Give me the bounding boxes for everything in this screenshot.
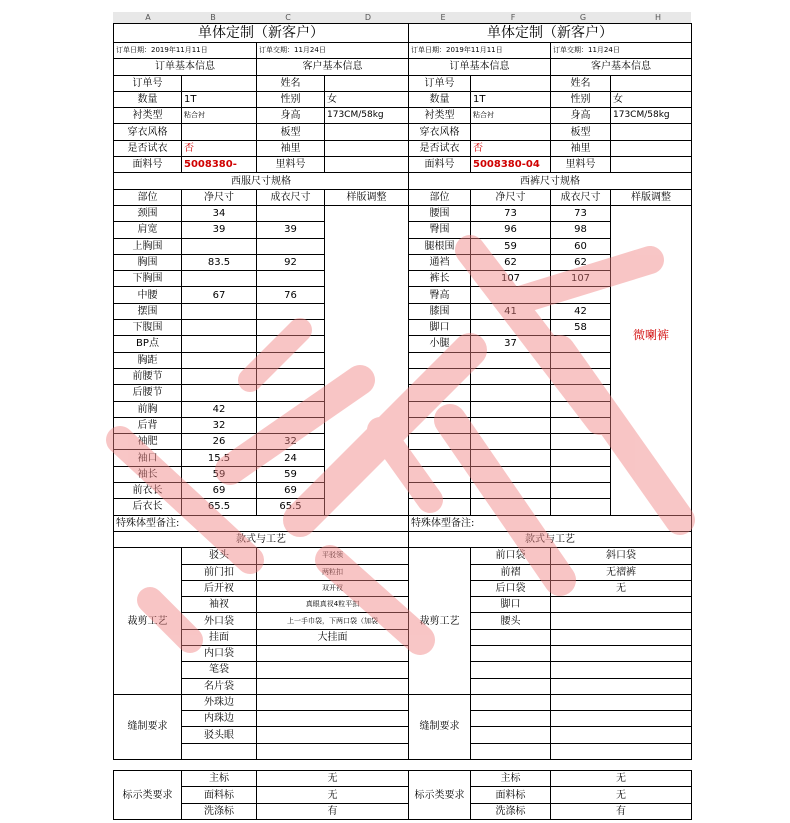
cell xyxy=(611,75,692,91)
empty-cell xyxy=(409,401,471,417)
craft-item: 洗涤标 xyxy=(471,803,551,819)
size-header: 净尺寸 xyxy=(182,189,257,205)
cell: 里料号 xyxy=(551,157,611,173)
net-size: 83.5 xyxy=(182,254,257,270)
craft-value: 有 xyxy=(551,803,692,819)
delivery-date: 订单交期：11月24日 xyxy=(551,43,692,59)
size-part: 摆围 xyxy=(114,303,182,319)
net-size: 41 xyxy=(471,303,551,319)
cell: 面料号 xyxy=(114,157,182,173)
empty-cell xyxy=(471,678,551,694)
cell xyxy=(471,75,551,91)
empty-cell xyxy=(471,385,551,401)
size-part: 通裆 xyxy=(409,254,471,270)
finished-size xyxy=(257,303,325,319)
net-size xyxy=(182,385,257,401)
cell: 是否试衣 xyxy=(409,140,471,156)
order-date: 订单日期：2019年11月11日 xyxy=(409,43,551,59)
craft-item: 内口袋 xyxy=(182,645,257,661)
craft-value: 大挂面 xyxy=(257,629,409,645)
finished-size xyxy=(257,336,325,352)
column-letter: G xyxy=(579,13,587,22)
pattern-note: 微喇裤 xyxy=(611,205,692,515)
cell: 173CM/58kg xyxy=(611,108,692,124)
size-part: 前胸 xyxy=(114,401,182,417)
craft-value: 无 xyxy=(257,787,409,803)
size-part: 胸距 xyxy=(114,352,182,368)
craft-item: 脚口 xyxy=(471,597,551,613)
finished-size xyxy=(257,320,325,336)
size-part: 中腰 xyxy=(114,287,182,303)
net-size: 37 xyxy=(471,336,551,352)
cell xyxy=(182,124,257,140)
finished-size xyxy=(257,352,325,368)
empty-cell xyxy=(471,499,551,515)
section-label: 标示类要求 xyxy=(409,771,471,820)
craft-item: 前褶 xyxy=(471,564,551,580)
cell: 订单号 xyxy=(114,75,182,91)
finished-size: 69 xyxy=(257,483,325,499)
cell: 板型 xyxy=(257,124,325,140)
cell: 否 xyxy=(182,140,257,156)
form-title: 单体定制（新客户） xyxy=(409,24,692,43)
finished-size: 60 xyxy=(551,238,611,254)
craft-item: 洗涤标 xyxy=(182,803,257,819)
cell: 板型 xyxy=(551,124,611,140)
finished-size: 76 xyxy=(257,287,325,303)
size-part: 上胸围 xyxy=(114,238,182,254)
craft-item: 驳头眼 xyxy=(182,727,257,743)
net-size: 96 xyxy=(471,222,551,238)
size-header: 部位 xyxy=(114,189,182,205)
cell: 面料号 xyxy=(409,157,471,173)
net-size xyxy=(182,368,257,384)
empty-cell xyxy=(471,466,551,482)
cell: 粘合衬 xyxy=(471,108,551,124)
column-letter: D xyxy=(364,13,372,22)
section-label: 裁剪工艺 xyxy=(114,548,182,695)
finished-size xyxy=(257,401,325,417)
empty-cell xyxy=(551,662,692,678)
empty-cell xyxy=(551,368,611,384)
cell: 数量 xyxy=(114,91,182,107)
net-size xyxy=(182,336,257,352)
craft-value xyxy=(257,694,409,710)
cell: 衬类型 xyxy=(114,108,182,124)
column-header-bar xyxy=(113,12,691,23)
empty-cell xyxy=(471,401,551,417)
size-header: 成衣尺寸 xyxy=(257,189,325,205)
size-part: 脚口 xyxy=(409,320,471,336)
net-size: 62 xyxy=(471,254,551,270)
craft-item: 前口袋 xyxy=(471,548,551,564)
cell: 袖里 xyxy=(551,140,611,156)
empty-cell xyxy=(551,694,692,710)
craft-value xyxy=(257,645,409,661)
cell: 是否试衣 xyxy=(114,140,182,156)
finished-size: 92 xyxy=(257,254,325,270)
cell xyxy=(611,157,692,173)
empty-cell xyxy=(551,450,611,466)
finished-size: 59 xyxy=(257,466,325,482)
craft-item: 笔袋 xyxy=(182,662,257,678)
craft-item: 面料标 xyxy=(182,787,257,803)
finished-size xyxy=(257,417,325,433)
size-header: 样版调整 xyxy=(325,189,409,205)
finished-size: 42 xyxy=(551,303,611,319)
empty-cell xyxy=(182,743,257,759)
empty-cell xyxy=(471,711,551,727)
craft-value: 无 xyxy=(551,771,692,787)
size-part: 小腿 xyxy=(409,336,471,352)
empty-cell xyxy=(551,417,611,433)
finished-size xyxy=(551,287,611,303)
size-part: 袖口 xyxy=(114,450,182,466)
craft-value xyxy=(257,678,409,694)
net-size xyxy=(182,303,257,319)
craft-item: 腰头 xyxy=(471,613,551,629)
size-part: 胸围 xyxy=(114,254,182,270)
empty-cell xyxy=(551,483,611,499)
special-note: 特殊体型备注: xyxy=(409,515,692,531)
cell xyxy=(325,75,409,91)
section-label: 标示类要求 xyxy=(114,771,182,820)
empty-cell xyxy=(551,434,611,450)
size-part: 袖长 xyxy=(114,466,182,482)
craft-item: 后口袋 xyxy=(471,580,551,596)
cell: 1T xyxy=(182,91,257,107)
net-size: 34 xyxy=(182,205,257,221)
empty-cell xyxy=(551,645,692,661)
size-part: 后衣长 xyxy=(114,499,182,515)
craft-value xyxy=(257,727,409,743)
cell: 穿衣风格 xyxy=(114,124,182,140)
suit-order-form xyxy=(113,23,408,820)
net-size: 26 xyxy=(182,434,257,450)
empty-cell xyxy=(409,368,471,384)
empty-cell xyxy=(409,434,471,450)
empty-cell xyxy=(471,727,551,743)
cell xyxy=(325,157,409,173)
craft-item: 面料标 xyxy=(471,787,551,803)
empty-cell xyxy=(471,743,551,759)
cell: 身高 xyxy=(551,108,611,124)
empty-cell xyxy=(471,629,551,645)
empty-cell xyxy=(551,629,692,645)
empty-cell xyxy=(551,352,611,368)
size-part: 后背 xyxy=(114,417,182,433)
empty-cell xyxy=(471,352,551,368)
net-size: 59 xyxy=(182,466,257,482)
craft-title: 款式与工艺 xyxy=(409,531,692,547)
finished-size xyxy=(257,385,325,401)
cell: 姓名 xyxy=(257,75,325,91)
craft-value: 两粒扣 xyxy=(257,564,409,580)
empty-cell xyxy=(257,743,409,759)
finished-size xyxy=(257,205,325,221)
net-size xyxy=(471,287,551,303)
net-size: 73 xyxy=(471,205,551,221)
column-letter: C xyxy=(285,13,291,22)
empty-cell xyxy=(551,401,611,417)
special-note: 特殊体型备注: xyxy=(114,515,409,531)
cell: 数量 xyxy=(409,91,471,107)
empty-cell xyxy=(409,352,471,368)
cell xyxy=(611,140,692,156)
craft-value: 平驳领 xyxy=(257,548,409,564)
section-label: 缝制要求 xyxy=(114,694,182,759)
cell: 穿衣风格 xyxy=(409,124,471,140)
cell: 1T xyxy=(471,91,551,107)
size-part: 臀高 xyxy=(409,287,471,303)
size-header: 样版调整 xyxy=(611,189,692,205)
finished-size: 39 xyxy=(257,222,325,238)
finished-size: 24 xyxy=(257,450,325,466)
craft-value: 无褶裤 xyxy=(551,564,692,580)
empty-cell xyxy=(471,694,551,710)
craft-value: 无 xyxy=(551,787,692,803)
net-size: 32 xyxy=(182,417,257,433)
net-size: 67 xyxy=(182,287,257,303)
order-date: 订单日期：2019年11月11日 xyxy=(114,43,257,59)
size-header: 成衣尺寸 xyxy=(551,189,611,205)
cell xyxy=(325,124,409,140)
finished-size: 73 xyxy=(551,205,611,221)
craft-item: 前门扣 xyxy=(182,564,257,580)
craft-title: 款式与工艺 xyxy=(114,531,409,547)
fabric-number: 5008380- xyxy=(182,157,257,173)
finished-size: 58 xyxy=(551,320,611,336)
finished-size xyxy=(257,238,325,254)
section-label: 缝制要求 xyxy=(409,694,471,759)
empty-cell xyxy=(551,727,692,743)
section-label: 裁剪工艺 xyxy=(409,548,471,695)
finished-size: 32 xyxy=(257,434,325,450)
size-header: 部位 xyxy=(409,189,471,205)
craft-item: 名片袋 xyxy=(182,678,257,694)
size-part: 臀围 xyxy=(409,222,471,238)
craft-value: 上一手巾袋，下两口袋（加袋 xyxy=(257,613,409,629)
craft-item: 主标 xyxy=(471,771,551,787)
size-part: 颈围 xyxy=(114,205,182,221)
cell: 粘合衬 xyxy=(182,108,257,124)
net-size: 59 xyxy=(471,238,551,254)
cell xyxy=(611,124,692,140)
net-size xyxy=(182,352,257,368)
empty-cell xyxy=(551,499,611,515)
cell: 衬类型 xyxy=(409,108,471,124)
net-size: 107 xyxy=(471,271,551,287)
net-size xyxy=(182,271,257,287)
size-part: 后腰节 xyxy=(114,385,182,401)
empty-cell xyxy=(551,385,611,401)
empty-cell xyxy=(409,450,471,466)
craft-item: 袖衩 xyxy=(182,597,257,613)
order-info-header: 订单基本信息 xyxy=(114,59,257,75)
craft-value xyxy=(551,597,692,613)
finished-size: 107 xyxy=(551,271,611,287)
customer-info-header: 客户基本信息 xyxy=(257,59,409,75)
empty-cell xyxy=(409,385,471,401)
empty-cell xyxy=(551,466,611,482)
empty-cell xyxy=(471,662,551,678)
empty-cell xyxy=(551,743,692,759)
empty-cell xyxy=(409,499,471,515)
cell: 性别 xyxy=(551,91,611,107)
net-size: 65.5 xyxy=(182,499,257,515)
trousers-order-form xyxy=(408,23,691,820)
cell: 否 xyxy=(471,140,551,156)
cell: 女 xyxy=(325,91,409,107)
size-title: 西服尺寸规格 xyxy=(114,173,409,189)
empty-cell xyxy=(471,368,551,384)
empty-cell xyxy=(471,417,551,433)
size-part: 前腰节 xyxy=(114,368,182,384)
size-part: 肩宽 xyxy=(114,222,182,238)
cell: 订单号 xyxy=(409,75,471,91)
size-part: BP点 xyxy=(114,336,182,352)
empty-cell xyxy=(409,466,471,482)
column-letter: E xyxy=(440,13,446,22)
empty-cell xyxy=(471,645,551,661)
craft-value: 无 xyxy=(257,771,409,787)
craft-item: 内珠边 xyxy=(182,711,257,727)
size-part: 下腹围 xyxy=(114,320,182,336)
column-letter: B xyxy=(210,13,216,22)
fabric-number: 5008380-04 xyxy=(471,157,551,173)
empty-cell xyxy=(409,417,471,433)
craft-value xyxy=(257,711,409,727)
size-part: 下胸围 xyxy=(114,271,182,287)
finished-size: 62 xyxy=(551,254,611,270)
empty-cell xyxy=(409,483,471,499)
craft-value: 双开衩 xyxy=(257,580,409,596)
craft-value: 无 xyxy=(551,580,692,596)
finished-size: 65.5 xyxy=(257,499,325,515)
empty-cell xyxy=(471,450,551,466)
size-part: 腰围 xyxy=(409,205,471,221)
size-part: 袖肥 xyxy=(114,434,182,450)
delivery-date: 订单交期：11月24日 xyxy=(257,43,409,59)
net-size: 42 xyxy=(182,401,257,417)
cell xyxy=(325,140,409,156)
pattern-note xyxy=(325,205,409,515)
craft-item: 外口袋 xyxy=(182,613,257,629)
craft-item: 挂面 xyxy=(182,629,257,645)
craft-value: 斜口袋 xyxy=(551,548,692,564)
net-size: 69 xyxy=(182,483,257,499)
empty-cell xyxy=(551,678,692,694)
column-letter: F xyxy=(510,13,516,22)
craft-value: 有 xyxy=(257,803,409,819)
size-title: 西裤尺寸规格 xyxy=(409,173,692,189)
cell: 女 xyxy=(611,91,692,107)
empty-cell xyxy=(551,711,692,727)
cell: 里料号 xyxy=(257,157,325,173)
cell xyxy=(182,75,257,91)
size-part: 前衣长 xyxy=(114,483,182,499)
column-letter: A xyxy=(145,13,151,22)
net-size xyxy=(182,320,257,336)
net-size xyxy=(471,320,551,336)
craft-value xyxy=(551,613,692,629)
cell: 性别 xyxy=(257,91,325,107)
size-part: 腿根围 xyxy=(409,238,471,254)
size-part: 膝围 xyxy=(409,303,471,319)
finished-size xyxy=(551,336,611,352)
form-title: 单体定制（新客户） xyxy=(114,24,409,43)
craft-item: 后开衩 xyxy=(182,580,257,596)
customer-info-header: 客户基本信息 xyxy=(551,59,692,75)
cell: 173CM/58kg xyxy=(325,108,409,124)
craft-value xyxy=(257,662,409,678)
craft-item: 驳头 xyxy=(182,548,257,564)
finished-size xyxy=(257,271,325,287)
cell: 身高 xyxy=(257,108,325,124)
cell: 姓名 xyxy=(551,75,611,91)
empty-cell xyxy=(471,483,551,499)
finished-size: 98 xyxy=(551,222,611,238)
cell xyxy=(471,124,551,140)
craft-item: 主标 xyxy=(182,771,257,787)
craft-value: 真眼真衩4粒平扣 xyxy=(257,597,409,613)
size-header: 净尺寸 xyxy=(471,189,551,205)
net-size xyxy=(182,238,257,254)
column-letter: H xyxy=(654,13,661,22)
cell: 袖里 xyxy=(257,140,325,156)
size-part: 裤长 xyxy=(409,271,471,287)
net-size: 15.5 xyxy=(182,450,257,466)
finished-size xyxy=(257,368,325,384)
order-info-header: 订单基本信息 xyxy=(409,59,551,75)
craft-item: 外珠边 xyxy=(182,694,257,710)
empty-cell xyxy=(471,434,551,450)
net-size: 39 xyxy=(182,222,257,238)
